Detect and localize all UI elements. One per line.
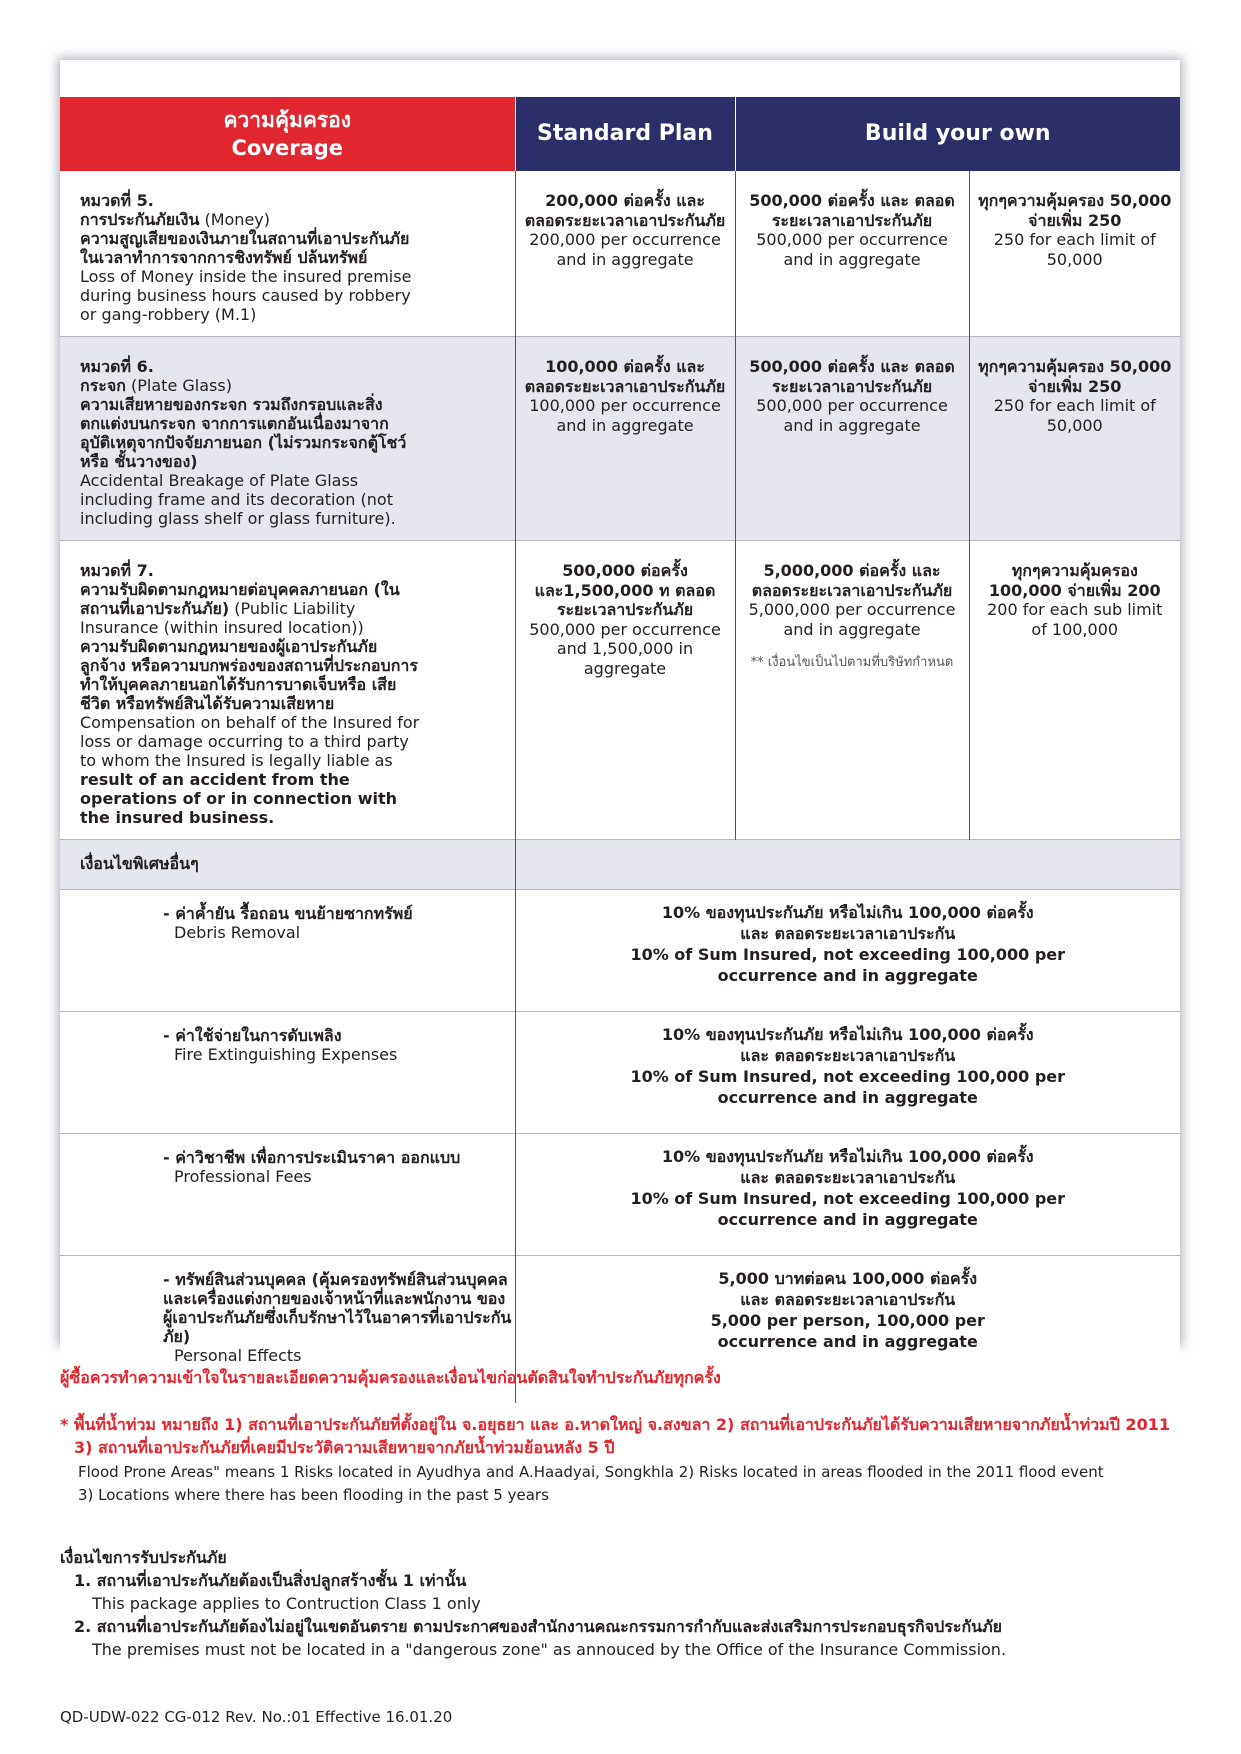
condition-en: The premises must not be located in a "dangerous zone" as annouced by the Office of the Insurance Commission. [92,1640,1007,1659]
standard-plan-value [515,541,735,840]
value-en: 500,000 per occurrence and in aggregate [756,230,948,269]
table-row [60,1134,1180,1256]
purchase-warning: ผู้ซื้อควรทำความเข้าใจในรายละเอียดความคุ้มครองและเงื่อนไขก่อนตัดสินใจทำประกันภัยทุกครั้ง [60,1368,721,1387]
table-row [60,890,1180,1012]
table-row [60,1012,1180,1134]
value-th: 200,000 ต่อครั้ง และ ตลอดระยะเวลาเอาประกันภัย [524,191,726,230]
special-item [60,1134,515,1256]
section-5-description [60,171,515,337]
value-en-line: occurrence and in aggregate [717,1210,978,1229]
empty-cell [515,840,1180,890]
value-en-line: 10% of Sum Insured, not exceeding 100,000 per [630,1189,1066,1208]
section-detail-en: Accidental Breakage of Plate Glass including frame and its decoration (not including glass shelf or glass furniture). [80,471,396,528]
special-item-value [515,1134,1180,1256]
value-th-line: และ ตลอดระยะเวลาเอาประกัน [740,1168,956,1187]
section-detail-th: ความสูญเสียของเงินภายในสถานที่เอาประกันภัย ในเวลาทำการจากการชิงทรัพย์ ปล้นทรัพย์ [80,229,410,267]
section-6-description [60,337,515,541]
underwriting-conditions [60,1546,1190,1661]
section-title-th: ความรับผิดตามกฎหมายต่อบุคคลภายนอก (ในสถานที่เอาประกันภัย) [80,580,400,618]
standard-plan-value [515,171,735,337]
build-your-own-value [735,541,969,840]
section-title-th: กระจก [80,376,126,395]
extra-limit-value [969,337,1180,541]
table-row [60,541,1180,840]
flood-th-line: 3) สถานที่เอาประกันภัยที่เคยมีประวัติความเสียหายจากภัยน้ำท่วมย้อนหลัง 5 ปี [74,1438,615,1457]
flood-en-line: 3) Locations where there has been flooding in the past 5 years [78,1486,549,1504]
section-detail-th: ความรับผิดตามกฎหมายของผู้เอาประกันภัย ลูกจ้าง หรือความบกพร่องของสถานที่ประกอบการ ทำให้บุคคลภายนอกได้รับการบาดเจ็บหรือ เสียชีวิต หรือทรัพย์สินได้รับความเสียหาย [80,637,418,713]
value-en: 250 for each limit of 50,000 [993,396,1156,435]
table-header [60,97,1180,171]
value-en: 500,000 per occurrence and 1,500,000 in aggregate [529,619,721,678]
section-detail-en: Loss of Money inside the insured premise during business hours caused by robbery or gang-robbery (M.1) [80,267,412,324]
special-item-th: - ค่าใช้จ่ายในการดับเพลิง [163,1026,342,1045]
special-item-en: Debris Removal [174,923,301,942]
flood-definition [60,1413,1190,1507]
section-label: หมวดที่ 7. [80,561,154,580]
value-th-line: 10% ของทุนประกันภัย หรือไม่เกิน 100,000 ต่อครั้ง [661,903,1034,922]
table-row [60,171,1180,337]
flood-th-line: * พื้นที่น้ำท่วม หมายถึง 1) สถานที่เอาประกันภัยที่ตั้งอยู่ใน จ.อยุธยา และ อ.หาดใหญ่ จ.สงขลา 2) สถานที่เอาประกันภัยได้รับความเสียหายจากภัยน้ำท่วมปี 2011 [60,1415,1170,1434]
build-your-own-value [735,171,969,337]
section-detail-en-bold: result of an accident from the operations of or in connection with the insured business. [80,770,397,827]
value-th-line: 10% ของทุนประกันภัย หรือไม่เกิน 100,000 ต่อครั้ง [661,1025,1034,1044]
special-item-th: - ค่าวิชาชีพ เพื่อการประเมินราคา ออกแบบ [163,1148,461,1167]
build-your-own-value [735,337,969,541]
section-label: หมวดที่ 5. [80,191,154,210]
value-th-line: และ ตลอดระยะเวลาเอาประกัน [740,924,956,943]
value-th: ทุกๆความคุ้มครอง 50,000 จ่ายเพิ่ม 250 [978,357,1172,396]
section-title-th: การประกันภัยเงิน [80,210,200,229]
condition-th: 2. สถานที่เอาประกันภัยต้องไม่อยู่ในเขตอันตราย ตามประกาศของสำนักงานคณะกรรมการกำกับและส่งเสริมการประกอบธุรกิจประกันภัย [74,1617,1002,1636]
special-conditions-heading-row [60,840,1180,890]
standard-plan-header: Standard Plan [515,97,735,171]
special-item-value [515,890,1180,1012]
value-th-line: และ ตลอดระยะเวลาเอาประกัน [740,1290,956,1309]
condition-en: This package applies to Contruction Class 1 only [92,1594,481,1613]
special-item-th: - ค่าค้ำยัน รื้อถอน ขนย้ายซากทรัพย์ [163,904,413,923]
value-en-line: 10% of Sum Insured, not exceeding 100,000 per [630,1067,1066,1086]
section-label: หมวดที่ 6. [80,357,154,376]
special-item-en: Fire Extinguishing Expenses [174,1045,398,1064]
value-th: 5,000,000 ต่อครั้ง และ ตลอดระยะเวลาเอาประกันภัย [751,561,953,600]
special-item-value [515,1012,1180,1134]
extra-limit-value [969,171,1180,337]
value-en-line: occurrence and in aggregate [717,1332,978,1351]
value-th: 100,000 ต่อครั้ง และ ตลอดระยะเวลาเอาประกันภัย [524,357,726,396]
value-th-line: 10% ของทุนประกันภัย หรือไม่เกิน 100,000 ต่อครั้ง [661,1147,1034,1166]
condition-note: ** เงื่อนไขเป็นไปตามที่บริษัทกำหนด [750,655,954,670]
flood-en-line: Flood Prone Areas" means 1 Risks located in Ayudhya and A.Haadyai, Songkhla 2) Risks located in areas flooded in the 2011 flood event [78,1463,1104,1481]
special-conditions-heading: เงื่อนไขพิเศษอื่นๆ [60,840,515,890]
coverage-card [60,60,1180,1365]
value-en: 100,000 per occurrence and in aggregate [529,396,721,435]
value-th: 500,000 ต่อครั้ง และ1,500,000 ท ตลอดระยะเวลาประกันภัย [534,561,716,619]
document-code: QD-UDW-022 CG-012 Rev. No.:01 Effective 16.01.20 [60,1708,453,1726]
value-en: 250 for each limit of 50,000 [993,230,1156,269]
extra-limit-value [969,541,1180,840]
value-en-line: occurrence and in aggregate [717,1088,978,1107]
value-en: 5,000,000 per occurrence and in aggregate [748,600,956,639]
value-th-line: 5,000 บาทต่อคน 100,000 ต่อครั้ง [718,1269,978,1288]
value-en: 200 for each sub limit of 100,000 [987,600,1163,639]
section-title-en: (Public Liability Insurance (within insured location)) [80,599,364,637]
conditions-heading: เงื่อนไขการรับประกันภัย [60,1548,227,1567]
special-item [60,1012,515,1134]
value-en: 500,000 per occurrence and in aggregate [756,396,948,435]
special-item-en: Professional Fees [174,1167,312,1186]
coverage-table [60,97,1180,1403]
value-th: ทุกๆความคุ้มครอง 50,000 จ่ายเพิ่ม 250 [978,191,1172,230]
special-item [60,890,515,1012]
value-th: 500,000 ต่อครั้ง และ ตลอดระยะเวลาเอาประกันภัย [749,191,955,230]
special-item-th: - ทรัพย์สินส่วนบุคคล (คุ้มครองทรัพย์สินส่วนบุคคลและเครื่องแต่งกายของเจ้าหน้าที่และพนักงาน ของผู้เอาประกันภัยซึ่งเก็บรักษาไว้ในอาคารที่เอาประกันภัย) [163,1270,512,1346]
coverage-header [60,97,515,171]
special-item-en: Personal Effects [174,1346,302,1365]
section-title-en: (Plate Glass) [131,376,232,395]
value-en: 200,000 per occurrence and in aggregate [529,230,721,269]
section-detail-en: Compensation on behalf of the Insured for loss or damage occurring to a third party to whom the Insured is legally liable as [80,713,420,770]
value-th: 500,000 ต่อครั้ง และ ตลอดระยะเวลาเอาประกันภัย [749,357,955,396]
section-7-description [60,541,515,840]
value-en-line: occurrence and in aggregate [717,966,978,985]
section-detail-th: ความเสียหายของกระจก รวมถึงกรอบและสิ่งตกแต่งบนกระจก จากการแตกอันเนื่องมาจากอุบัติเหตุจากปัจจัยภายนอก (ไม่รวมกระจกตู้โชว์ หรือ ชั้นวางของ) [80,395,407,471]
value-en-line: 10% of Sum Insured, not exceeding 100,000 per [630,945,1066,964]
coverage-header-en: Coverage [231,136,344,160]
value-th: ทุกๆความคุ้มครอง 100,000 จ่ายเพิ่ม 200 [988,561,1161,600]
value-en-line: 5,000 per person, 100,000 per [710,1311,985,1330]
section-title-en: (Money) [204,210,270,229]
coverage-header-th: ความคุ้มครอง [223,108,352,132]
standard-plan-value [515,337,735,541]
table-row [60,337,1180,541]
value-th-line: และ ตลอดระยะเวลาเอาประกัน [740,1046,956,1065]
condition-th: 1. สถานที่เอาประกันภัยต้องเป็นสิ่งปลูกสร้างชั้น 1 เท่านั้น [74,1571,467,1590]
build-your-own-header: Build your own [735,97,1180,171]
